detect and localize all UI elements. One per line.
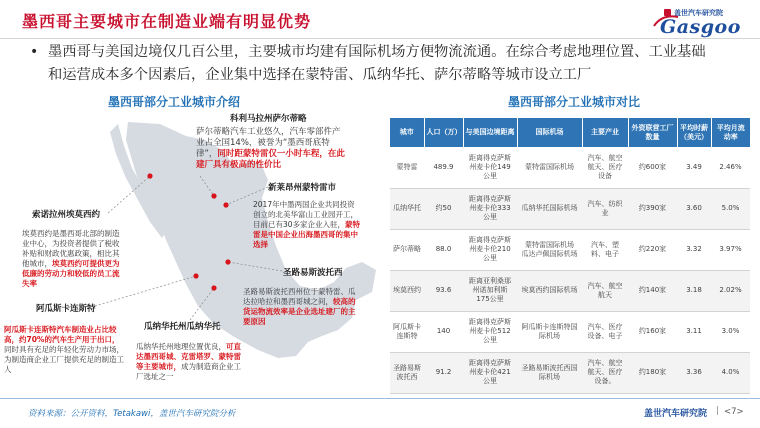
- airport-name: 瓜纳华托国际机场: [521, 204, 578, 212]
- cell-city: 圣路易斯波托西: [390, 352, 424, 393]
- desc-highlight: 同时距蒙特雷仅一小时车程，在此建厂具有极高的性价比: [196, 149, 345, 170]
- city-name-monterrey: 新莱昂州蒙特雷市: [268, 183, 337, 193]
- city-marker-hermosillo: [147, 173, 152, 178]
- cell-foreign-plants: 约390家: [628, 188, 677, 229]
- page-title: 墨西哥主要城市在制造业端有明显优势: [22, 12, 312, 31]
- header-industries: 主要产业: [582, 118, 628, 147]
- desc-text: 萨尔蒂略汽车工业悠久，汽车零部件产业占全国14%，被誉为“墨西哥底特律”，: [196, 127, 341, 159]
- city-marker-monterrey: [223, 202, 228, 207]
- cell-foreign-plants: 约220家: [628, 229, 677, 270]
- cell-hourly-wage: 3.18: [677, 270, 711, 311]
- city-name-guanajuato: 瓜纳华托州瓜纳华托: [144, 322, 221, 332]
- cell-population: 约50: [424, 188, 463, 229]
- city-desc-hermosillo: [22, 229, 120, 289]
- city-name-slp: 圣路易斯波托西: [283, 268, 343, 278]
- cell-airport: [517, 147, 582, 188]
- desc-text: 埃莫西约是墨西哥北部的制造业中心，为投资者提供了税收补贴和财政优惠政策，相比其他城市，: [22, 229, 120, 268]
- header-city: 城市: [390, 118, 424, 147]
- cell-industries: 汽车、航空航天、医疗设备: [582, 147, 628, 188]
- cell-foreign-plants: 约180家: [628, 352, 677, 393]
- city-marker-saltillo: [211, 193, 216, 198]
- airport-name: 阿瓜斯卡连斯特国际机场: [521, 322, 578, 340]
- cell-hourly-wage: 3.32: [677, 229, 711, 270]
- cell-monthly-turnover: 4.0%: [711, 352, 750, 393]
- cell-city: 阿瓜斯卡连斯特: [390, 311, 424, 352]
- cell-foreign-plants: 约600家: [628, 147, 677, 188]
- city-marker-aguascalientes: [193, 273, 198, 278]
- cell-city: 埃莫西约: [390, 270, 424, 311]
- intro-paragraph: 墨西哥与美国边境仅几百公里，主要城市均建有国际机场方便物流流通。在综合考虑地理位置、工业基础和运营成本多个因素后，企业集中选择在蒙特雷、瓜纳华托、萨尔蒂略等城市设立工厂: [48, 44, 706, 83]
- city-name-aguascalientes: 阿瓜斯卡连斯特: [36, 304, 96, 314]
- desc-text: 同时具有充足的年轻化劳动力市场，为制造商企业工厂提供充足的制造工人: [4, 345, 124, 374]
- cell-border-distance: 距离得克萨斯州麦卡伦333公里: [463, 188, 517, 229]
- airport-name: 埃莫西约国际机场: [521, 286, 578, 294]
- right-panel-heading: 墨西哥部分工业城市对比: [508, 95, 641, 109]
- cell-city: 萨尔蒂略: [390, 229, 424, 270]
- cell-border-distance: 距离得克萨斯州麦卡伦512公里: [463, 311, 517, 352]
- cell-industries: 汽车、医疗设备、电子: [582, 311, 628, 352]
- cell-airport: [517, 311, 582, 352]
- cell-population: 93.6: [424, 270, 463, 311]
- cell-hourly-wage: 3.36: [677, 352, 711, 393]
- left-panel-heading: 墨西哥部分工业城市介绍: [108, 95, 241, 109]
- header-population: 人口（万）: [424, 118, 463, 147]
- cell-monthly-turnover: 2.02%: [711, 270, 750, 311]
- city-marker-guanajuato: [211, 285, 216, 290]
- city-desc-slp: [243, 287, 361, 327]
- cell-hourly-wage: 3.11: [677, 311, 711, 352]
- cell-airport: [517, 352, 582, 393]
- city-desc-monterrey: [253, 200, 361, 250]
- cell-airport: [517, 188, 582, 229]
- airport-name: 蒙特雷国际机场: [525, 162, 574, 171]
- cell-foreign-plants: 约160家: [628, 311, 677, 352]
- city-name-hermosillo: 索诺拉州埃莫西约: [32, 210, 101, 220]
- desc-highlight: 可直达墨西哥城、克雷塔罗、蒙特雷等主要城市，: [136, 342, 241, 371]
- cell-airport: [517, 270, 582, 311]
- logo-cn-text: 盖世汽车研究院: [674, 9, 723, 17]
- table-row: [390, 147, 750, 188]
- desc-text: 成为制造商企业工厂选址之一: [136, 362, 241, 381]
- city-comparison-table: [390, 118, 750, 394]
- footer-divider: [0, 398, 760, 399]
- page-number: <7>: [724, 407, 744, 417]
- airport-name: 圣路易斯波托西国际机场: [521, 363, 578, 381]
- cell-industries: 汽车、纺织业: [582, 188, 628, 229]
- footer-brand: 盖世汽车研究院: [644, 409, 708, 419]
- cell-border-distance: 距离得克萨斯州麦卡伦421公里: [463, 352, 517, 393]
- cell-industries: 汽车、航空航天: [582, 270, 628, 311]
- cell-monthly-turnover: 3.97%: [711, 229, 750, 270]
- city-desc-aguascalientes: [4, 325, 124, 375]
- source-note: 资料来源：公开资料，Tetakawi，盖世汽车研究院分析: [28, 409, 236, 419]
- cell-industries: 汽车、塑料、电子: [582, 229, 628, 270]
- footer-separator: |: [716, 406, 720, 416]
- cell-population: 140: [424, 311, 463, 352]
- airport-name: 蒙特雷国际机场: [525, 240, 574, 249]
- cell-city: 瓜纳华托: [390, 188, 424, 229]
- cell-population: 88.0: [424, 229, 463, 270]
- airport-name: 瓜达卢佩国际机场: [521, 249, 578, 258]
- cell-monthly-turnover: 3.0%: [711, 311, 750, 352]
- cell-monthly-turnover: 2.46%: [711, 147, 750, 188]
- table-row: [390, 311, 750, 352]
- bullet-icon: •: [30, 44, 39, 60]
- city-name-saltillo: 科利马拉州萨尔蒂略: [230, 114, 307, 124]
- table-header-row: [390, 118, 750, 147]
- desc-highlight: 较高的货运物流效率是企业选址建厂的主要原因: [243, 297, 356, 326]
- gasgoo-logo: [652, 6, 752, 38]
- header-hourly-wage: 平均时薪（美元）: [677, 118, 711, 147]
- city-desc-guanajuato: [136, 342, 246, 382]
- cell-monthly-turnover: 5.0%: [711, 188, 750, 229]
- table-row: [390, 188, 750, 229]
- desc-text: 2017年中墨两国企业共同投资创立的北美华富山工业园开工，目前已有30多家企业入驻，: [253, 200, 358, 229]
- header-airport: 国际机场: [517, 118, 582, 147]
- desc-text: 瓜纳华托州地理位置优良，: [136, 342, 226, 351]
- city-desc-saltillo: [196, 127, 346, 171]
- desc-text: 圣路易斯波托西州位于蒙特雷、瓜达拉哈拉和墨西哥城之间，: [243, 287, 356, 306]
- cell-population: 91.2: [424, 352, 463, 393]
- cell-border-distance: 距离亚利桑那州诺加利斯175公里: [463, 270, 517, 311]
- table-row: [390, 270, 750, 311]
- header-border-distance: 与美国边境距离: [463, 118, 517, 147]
- desc-highlight: 埃莫西约可提供更为低廉的劳动力和较低的员工流失率: [22, 259, 120, 288]
- cell-population: 489.9: [424, 147, 463, 188]
- cell-airport: [517, 229, 582, 270]
- desc-highlight: 阿瓜斯卡连斯特汽车制造业占比较高，约70%的汽车生产用于出口，: [4, 325, 120, 344]
- city-marker-slp: [225, 259, 230, 264]
- header-monthly-turnover: 平均月流动率: [711, 118, 750, 147]
- table-row: [390, 229, 750, 270]
- desc-highlight: 蒙特雷是中国企业出海墨西哥的集中选择: [253, 220, 361, 249]
- header-foreign-plants: 外资联营工厂数量: [628, 118, 677, 147]
- cell-city: 蒙特雷: [390, 147, 424, 188]
- logo-en-text: Gasgoo: [660, 16, 741, 38]
- cell-border-distance: 距离得克萨斯州麦卡伦149公里: [463, 147, 517, 188]
- cell-foreign-plants: 约140家: [628, 270, 677, 311]
- cell-border-distance: 距离得克萨斯州麦卡伦210公里: [463, 229, 517, 270]
- table-row: [390, 352, 750, 393]
- cell-hourly-wage: 3.60: [677, 188, 711, 229]
- cell-hourly-wage: 3.49: [677, 147, 711, 188]
- cell-industries: 汽车、航空航天、医疗设备。: [582, 352, 628, 393]
